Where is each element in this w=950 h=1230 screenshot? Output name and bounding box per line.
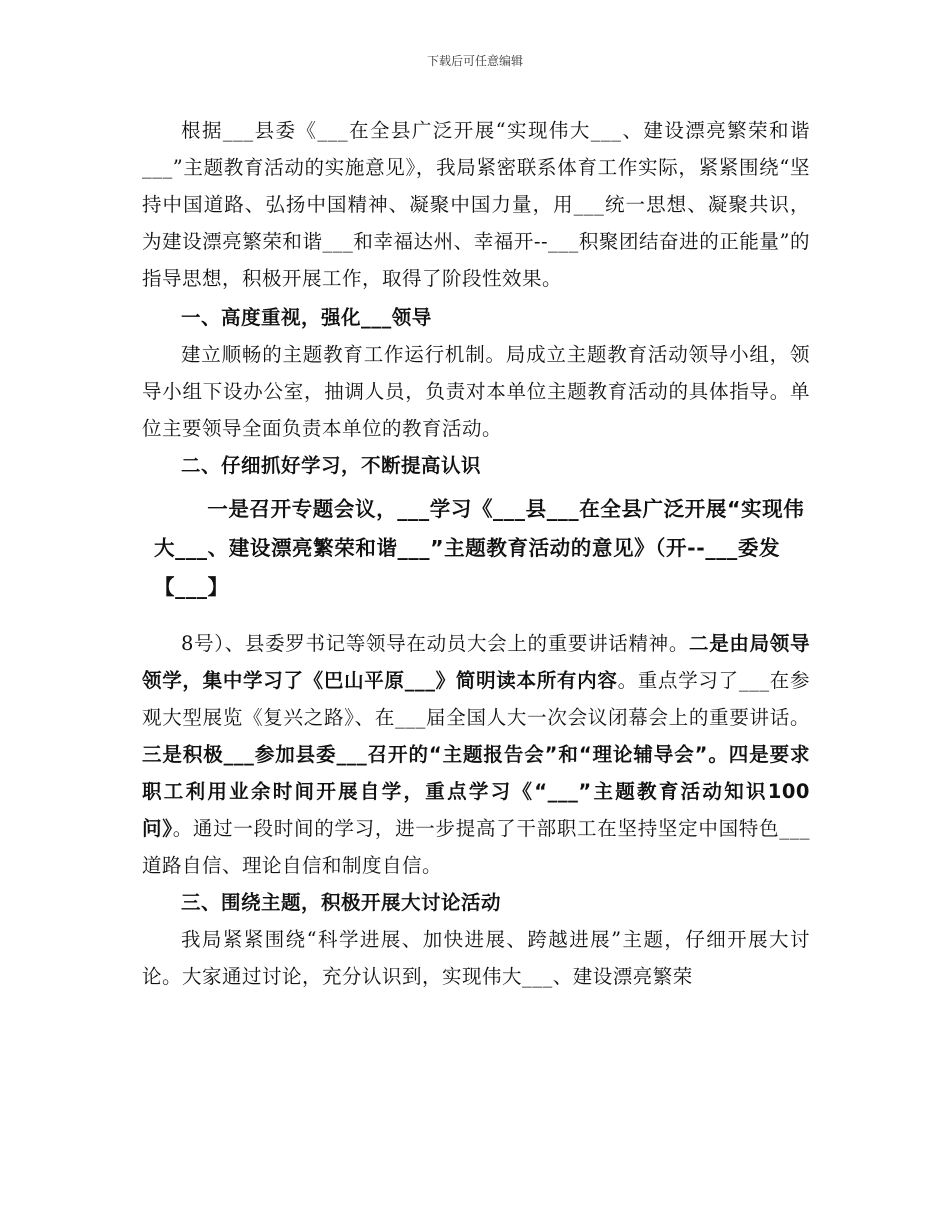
section-3-paragraph: 我局紧紧围绕“科学进展、加快进展、跨越进展”主题，仔细开展大讨论。大家通过讨论，充分认识到，实现伟大___、建设漂亮繁荣: [142, 928, 810, 988]
section-2-sentence-3: 。重点学习了___在参观大型展览《复兴之路》、在___届全国人大一次会议闭幕会上的重要讲话。: [142, 669, 810, 729]
section-heading-3: 三、围绕主题，积极开展大讨论活动: [181, 891, 502, 914]
section-2-sentence-4: 三是积极___参加县委___召开的“主题报告会”和“理论辅导会”。四是要求职工利用业余时间开展自学，重点学习《“___”主题教育活动知识100问》: [142, 743, 810, 840]
intro-paragraph: 根据___县委《___在全县广泛开展“实现伟大___、建设漂亮繁荣和谐___”主题教育活动的实施意见》，我局紧密联系体育工作实际，紧紧围绕“坚持中国道路、弘扬中国精神、凝聚中国力量，用___统一思想、凝聚共识，为建设漂亮繁荣和谐___和幸福达州、幸福开--___积聚团结奋进的正能量”的指导思想，积极开展工作，取得了阶段性效果。: [142, 119, 810, 290]
section-2-bold-block: 一是召开专题会议，___学习《___县___在全县广泛开展“实现伟大___、建设漂亮繁荣和谐___”主题教育活动的意见》（开--___委发【___】: [154, 497, 805, 599]
section-2-sentence-1: 8号）、县委罗书记等领导在动员大会上的重要讲话精神。: [181, 632, 690, 655]
section-2-sentence-2: 二是由局领导领学，集中学习了《巴山平原___》简明读本所有内容: [142, 632, 810, 692]
section-heading-1: 一、高度重视，强化___领导: [181, 306, 432, 329]
section-2-paragraph: [142, 625, 810, 884]
section-2-sentence-5: 。通过一段时间的学习，进一步提高了干部职工在坚持坚定中国特色___道路自信、理论自信和制度自信。: [142, 817, 810, 877]
page-header-note: 下载后可任意编辑: [426, 54, 523, 68]
document-body: [142, 112, 810, 995]
section-heading-2: 二、仔细抓好学习，不断提高认识: [181, 454, 482, 477]
section-1-paragraph: 建立顺畅的主题教育工作运行机制。局成立主题教育活动领导小组，领导小组下设办公室，抽调人员，负责对本单位主题教育活动的具体指导。单位主要领导全面负责本单位的教育活动。: [142, 343, 810, 440]
